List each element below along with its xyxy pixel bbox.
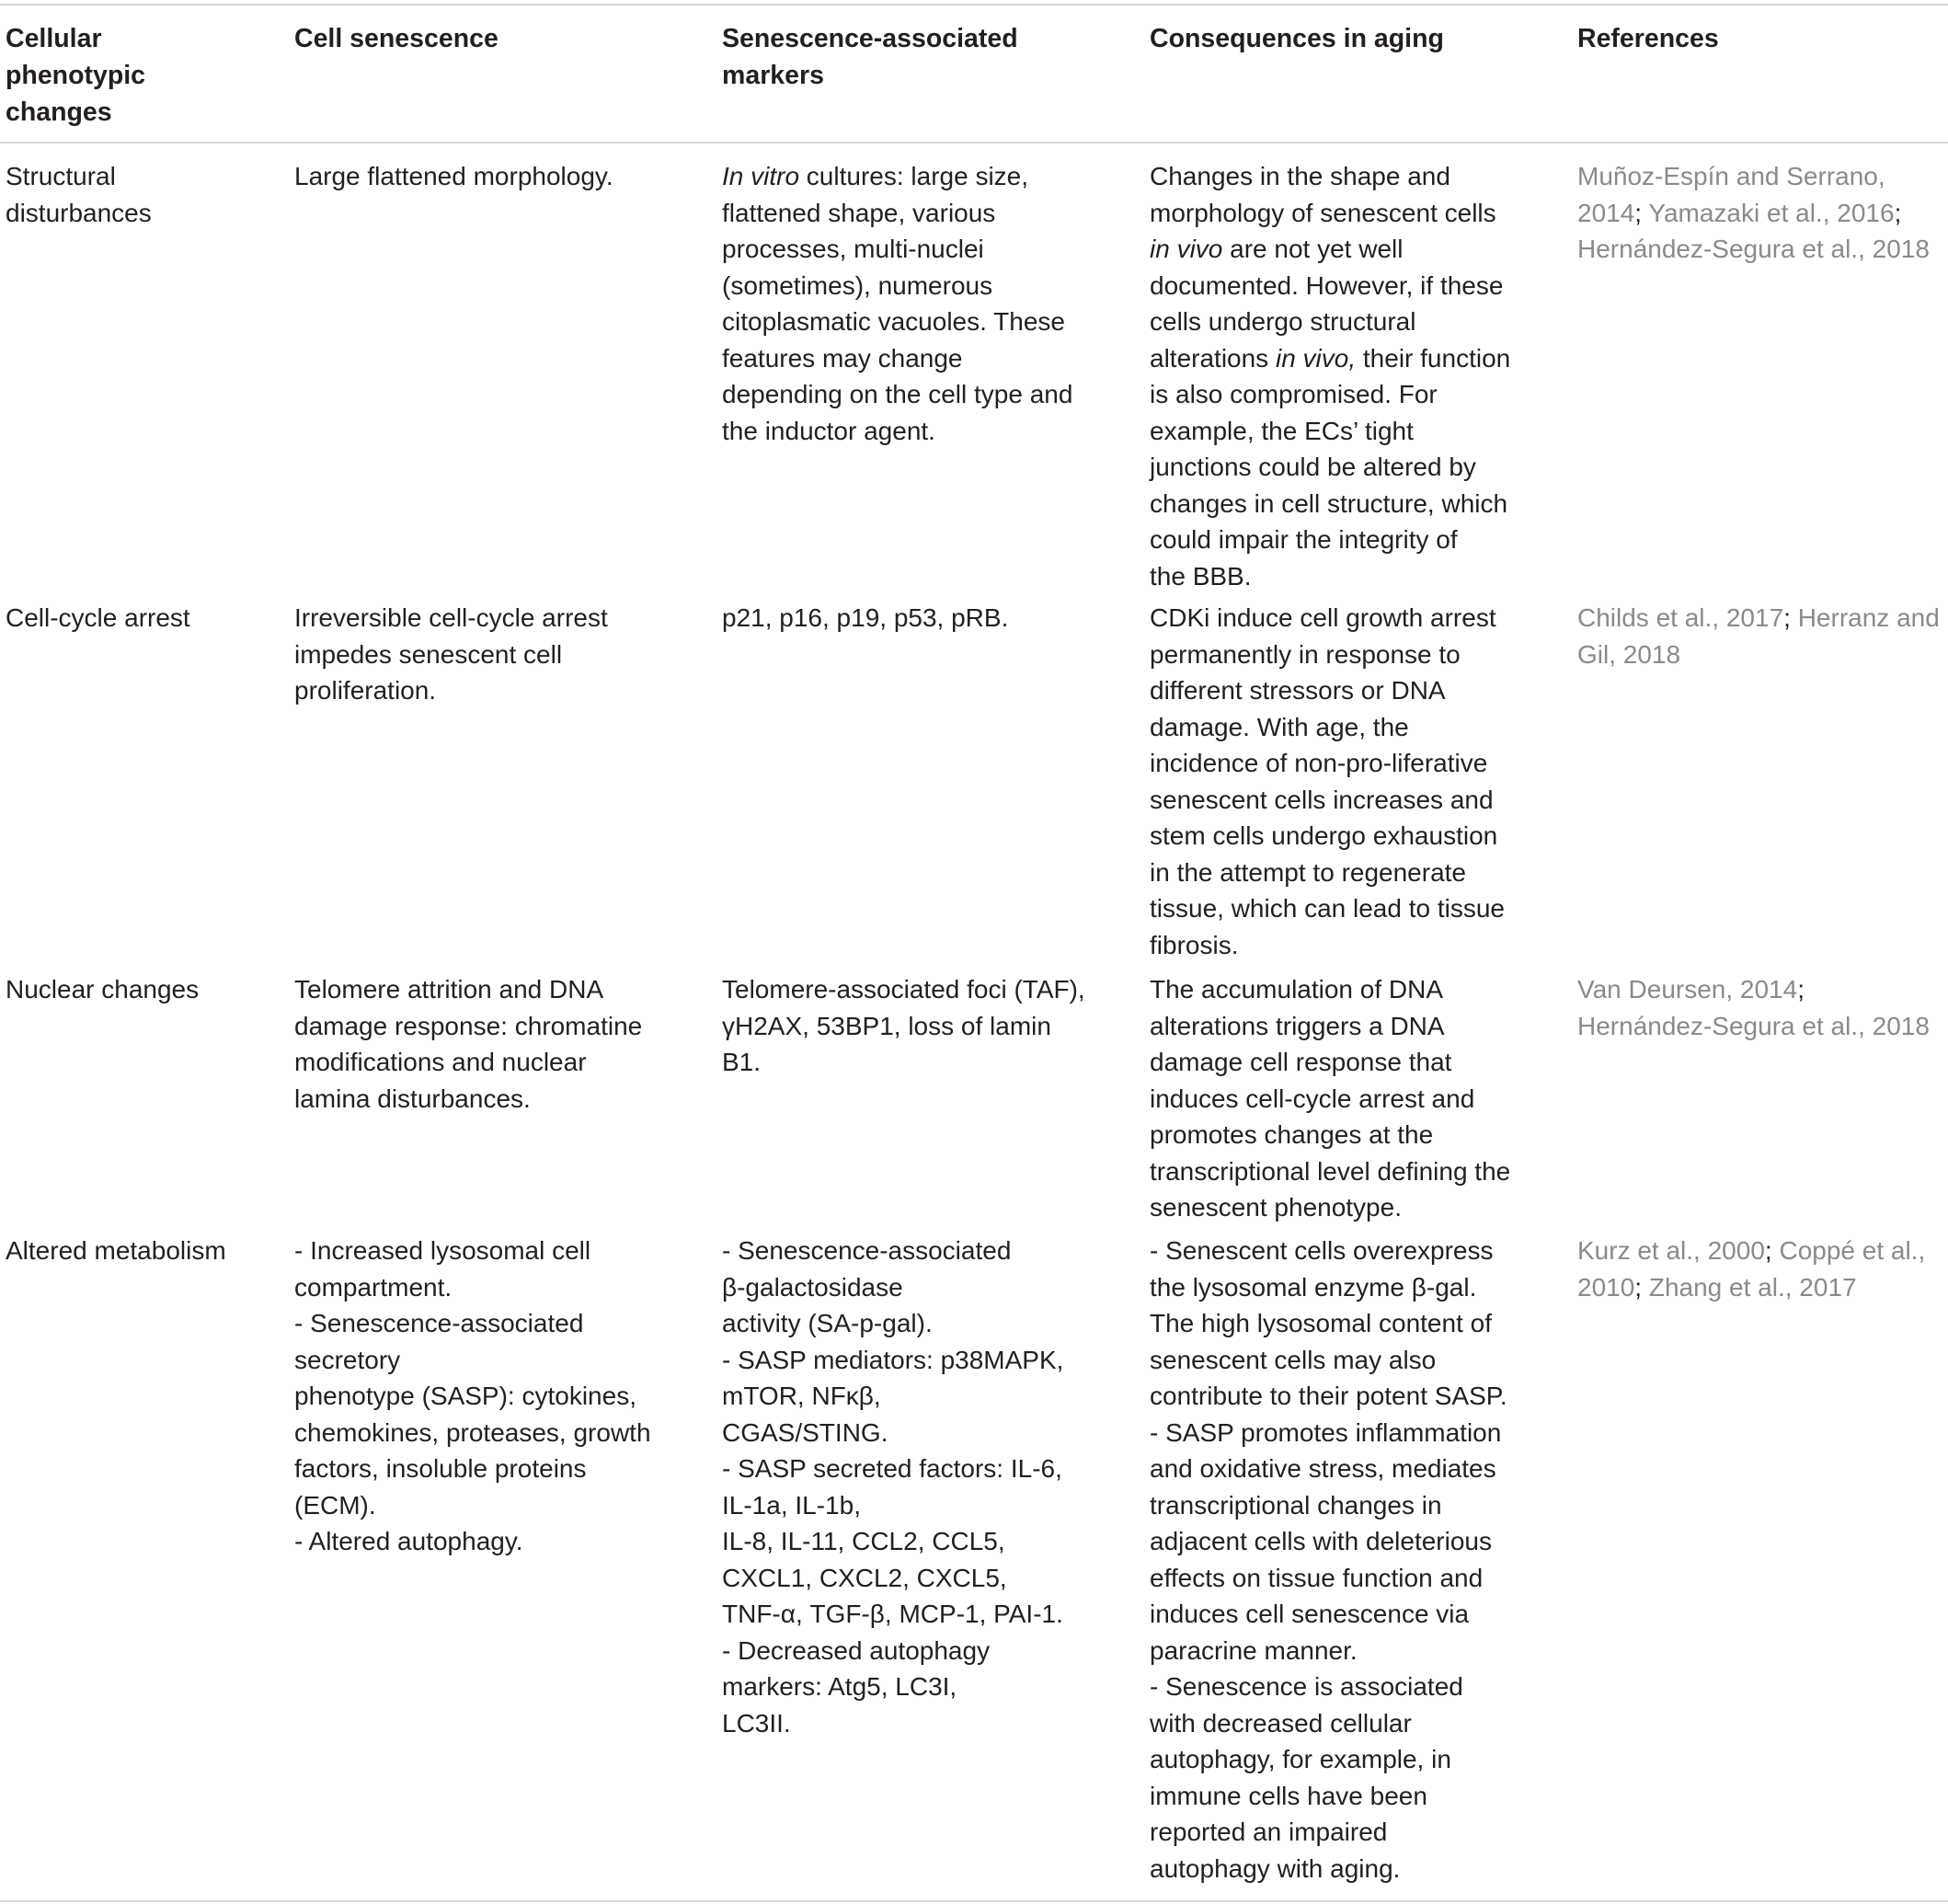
row-cellcycle-markers: p21, p16, p19, p53, pRB. bbox=[722, 603, 1009, 632]
row-structural-references: Muñoz-Espín and Serrano, 2014; Yamazaki et al., 2016; Hernández-Segura et al., 2018 bbox=[1577, 158, 1930, 268]
reference-link[interactable]: Childs et al., 2017 bbox=[1577, 603, 1784, 632]
row-metabolism-markers: - Senescence-associated β-galactosidase activity (SA-p-gal). - SASP mediators: p38MAPK, mTOR, NFκβ, CGAS/STING. - SASP secreted factors: IL-6, IL-1a, IL-1b, IL-8, IL-11, CCL2, CCL5, CXCL1, CXCL2, CXCL5, TNF-α, TGF-β, MCP-1, PAI-1. - Decreased autophagy markers: Atg5, LC3I, LC3II. bbox=[722, 1236, 1064, 1738]
row-cellcycle-phenotype: Cell-cycle arrest bbox=[6, 603, 190, 632]
reference-link[interactable]: Kurz et al., 2000 bbox=[1577, 1236, 1765, 1265]
row-metabolism-phenotype: Altered metabolism bbox=[6, 1236, 226, 1265]
row-nuclear-senescence: Telomere attrition and DNA damage response: chromatine modifications and nuclear lamina disturbances. bbox=[294, 975, 643, 1113]
header-consequences-in-aging: Consequences in aging bbox=[1150, 24, 1444, 53]
header-senescence-markers: Senescence-associated markers bbox=[722, 24, 1018, 90]
reference-link[interactable]: Hernández-Segura et al., 2018 bbox=[1577, 235, 1930, 263]
row-structural-consequences: Changes in the shape and morphology of senescent cells in vivo are not yet well documented. However, if these cells undergo structural alterations in vivo, their function is also compromised. For example, the ECs’ tight junctions could be altered by changes in cell structure, which could impair the integrity of the BBB. bbox=[1150, 162, 1511, 591]
row-nuclear-phenotype: Nuclear changes bbox=[6, 975, 200, 1004]
reference-link[interactable]: Gil, 2018 bbox=[1577, 639, 1681, 669]
table-header-rule bbox=[0, 142, 1948, 143]
row-cellcycle-references: Childs et al., 2017; Herranz and Gil, 2018 bbox=[1577, 600, 1940, 672]
row-metabolism-senescence: - Increased lysosomal cell compartment. - Senescence-associated secretory phenotype (SASP): cytokines, chemokines, proteases, growth factors, insoluble proteins (ECM). - Altered autophagy. bbox=[294, 1236, 651, 1555]
table-top-rule bbox=[0, 4, 1948, 6]
table-bottom-rule bbox=[0, 1900, 1948, 1902]
reference-link[interactable]: 2010 bbox=[1577, 1272, 1635, 1302]
row-metabolism-consequences: - Senescent cells overexpress the lysosomal enzyme β-gal. The high lysosomal content of senescent cells may also contribute to their potent SASP. - SASP promotes inflammation and oxidative stress, mediates transcriptional changes in adjacent cells with deleterious effects on tissue function and induces cell senescence via paracrine manner. - Senescence is associated with decreased cellular autophagy, for example, in immune cells have been reported an impaired autophagy with aging. bbox=[1150, 1236, 1507, 1883]
reference-link[interactable]: Yamazaki et al., 2016 bbox=[1648, 198, 1895, 227]
row-structural-phenotype: Structural disturbances bbox=[6, 162, 152, 227]
row-metabolism-references: Kurz et al., 2000; Coppé et al., 2010; Zhang et al., 2017 bbox=[1577, 1236, 1926, 1302]
reference-link[interactable]: Coppé et al., bbox=[1779, 1236, 1926, 1265]
row-nuclear-consequences: The accumulation of DNA alterations triggers a DNA damage cell response that induces cell-cycle arrest and promotes changes at the transcriptional level defining the senescent phenotype. bbox=[1150, 975, 1511, 1222]
row-cellcycle-consequences: CDKi induce cell growth arrest permanently in response to different stressors or DNA damage. With age, the incidence of non-pro-liferative senescent cells increases and stem cells undergo exhaustion in the attempt to regenerate tissue, which can lead to tissue fibrosis. bbox=[1150, 603, 1505, 959]
reference-link[interactable]: 2014 bbox=[1577, 198, 1635, 227]
reference-link[interactable]: Muñoz-Espín and Serrano, bbox=[1577, 162, 1885, 190]
reference-link[interactable]: Van Deursen, 2014 bbox=[1577, 975, 1798, 1004]
header-references: References bbox=[1577, 24, 1719, 53]
row-structural-markers: In vitro cultures: large size, flattened shape, various processes, multi-nuclei (sometimes), numerous citoplasmatic vacuoles. These features may change depending on the cell type and the inductor agent. bbox=[722, 162, 1073, 445]
reference-link[interactable]: Herranz and bbox=[1797, 603, 1940, 632]
header-cellular-phenotypic-changes: Cellular phenotypic changes bbox=[6, 24, 146, 127]
row-structural-senescence: Large flattened morphology. bbox=[294, 162, 613, 190]
row-nuclear-references: Van Deursen, 2014; Hernández-Segura et al., 2018 bbox=[1577, 971, 1930, 1044]
row-nuclear-markers: Telomere-associated foci (TAF), γH2AX, 53BP1, loss of lamin B1. bbox=[722, 975, 1085, 1076]
header-cell-senescence: Cell senescence bbox=[294, 24, 498, 53]
row-cellcycle-senescence: Irreversible cell-cycle arrest impedes senescent cell proliferation. bbox=[294, 603, 608, 705]
reference-link[interactable]: Hernández-Segura et al., 2018 bbox=[1577, 1011, 1930, 1040]
reference-link[interactable]: Zhang et al., 2017 bbox=[1648, 1272, 1857, 1302]
